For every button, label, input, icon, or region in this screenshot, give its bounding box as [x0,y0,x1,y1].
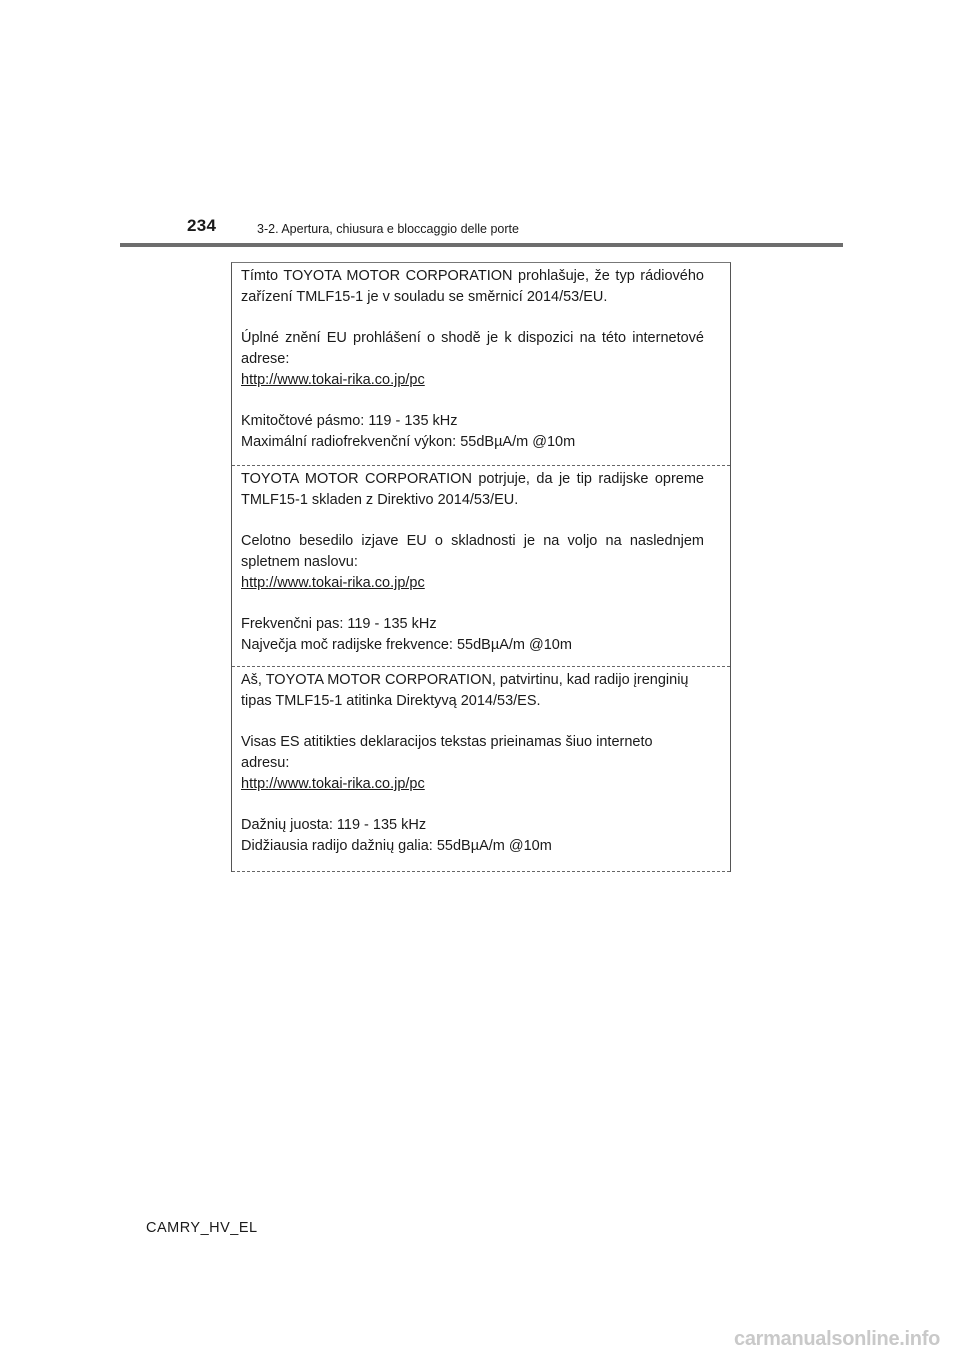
declaration-box [231,262,731,872]
declaration-statement: TOYOTA MOTOR CORPORATION potrjuje, da je tip radijske opreme TMLF15-1 skladen z Direktivo 2014/53/EU. [241,471,704,508]
declaration-url-link[interactable]: http://www.tokai-rika.co.jp/pc [241,776,425,792]
declaration-czech [232,263,730,466]
model-code: CAMRY_HV_EL [146,1220,258,1236]
page-number: 234 [187,216,217,235]
declaration-slovenian [232,466,730,667]
section-title: 3-2. Apertura, chiusura e bloccaggio delle porte [257,222,519,236]
max-power: Didžiausia radijo dažnių galia: 55dBµA/m @10m [241,838,552,854]
frequency-band: Frekvenčni pas: 119 - 135 kHz [241,616,437,632]
frequency-band: Kmitočtové pásmo: 119 - 135 kHz [241,413,458,429]
declaration-availability: Visas ES atitikties deklaracijos tekstas prieinamas šiuo interneto adresu: [241,734,653,771]
declaration-url-link[interactable]: http://www.tokai-rika.co.jp/pc [241,575,425,591]
header-divider [120,243,843,247]
declaration-statement: Tímto TOYOTA MOTOR CORPORATION prohlašuje, že typ rádiového zařízení TMLF15-1 je v souladu se směrnicí 2014/53/EU. [241,268,704,305]
frequency-band: Dažnių juosta: 119 - 135 kHz [241,817,427,833]
max-power: Največja moč radijske frekvence: 55dBµA/m @10m [241,637,572,653]
watermark: carmanualsonline.info [734,1328,940,1350]
declaration-lithuanian [232,667,730,872]
declaration-availability: Úplné znění EU prohlášení o shodě je k dispozici na této internetové adrese: [241,330,704,367]
declaration-statement: Aš, TOYOTA MOTOR CORPORATION, patvirtinu, kad radijo įrenginių tipas TMLF15-1 atitinka Direktyvą 2014/53/ES. [241,672,689,709]
max-power: Maximální radiofrekvenční výkon: 55dBµA/m @10m [241,434,576,450]
declaration-availability: Celotno besedilo izjave EU o skladnosti je na voljo na naslednjem spletnem naslovu: [241,533,704,570]
declaration-url-link[interactable]: http://www.tokai-rika.co.jp/pc [241,372,425,388]
